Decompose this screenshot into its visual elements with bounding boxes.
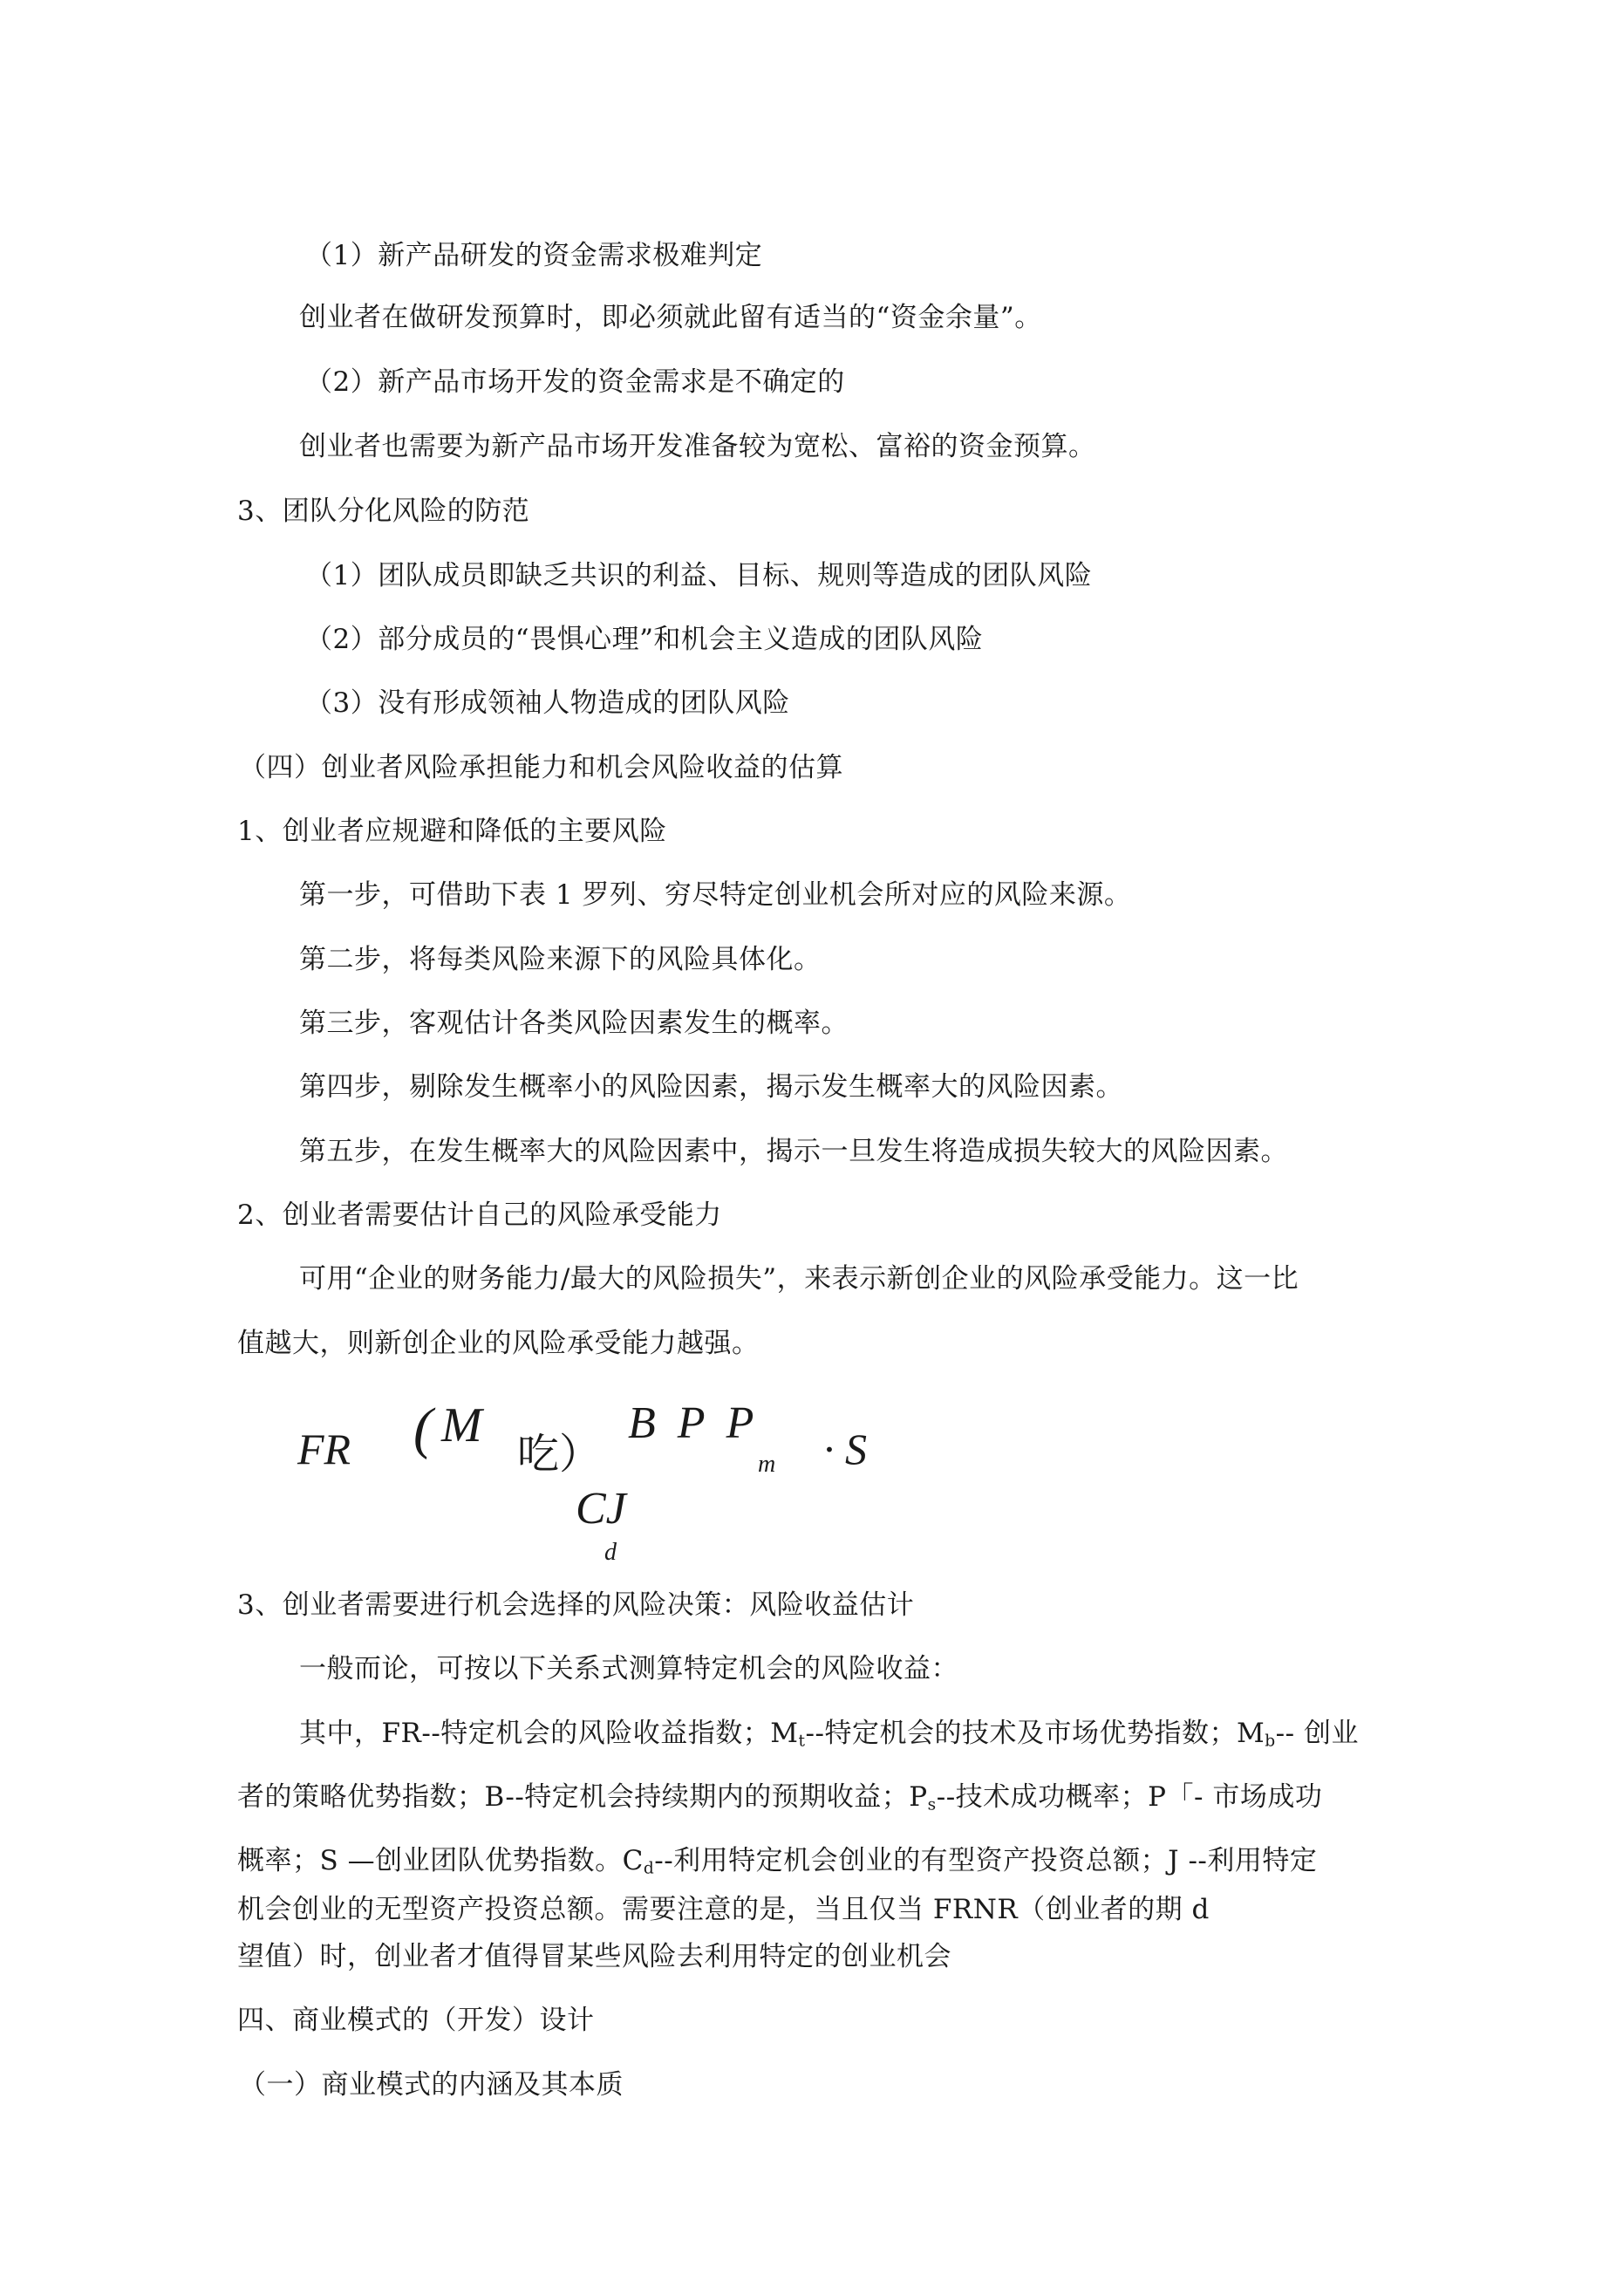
section-heading: 3、创业者需要进行机会选择的风险决策：风险收益估计	[237, 1589, 915, 1621]
text-line: 创业者也需要为新产品市场开发准备较为宽松、富裕的资金预算。	[299, 431, 1096, 462]
text-line: （2）新产品市场开发的资金需求是不确定的	[305, 366, 845, 398]
formula-dot-s: · S	[823, 1425, 867, 1473]
section-heading: 四、商业模式的（开发）设计	[237, 2005, 595, 2036]
formula-m-subscript: m	[758, 1451, 776, 1478]
formula-m: M	[441, 1398, 482, 1452]
text-line: （1）新产品研发的资金需求极难判定	[305, 240, 763, 271]
text-line: 一般而论，可按以下关系式测算特定机会的风险收益：	[299, 1653, 958, 1684]
text-run: --利用特定机会创业的有型资产投资总额；J --利用特定	[654, 1845, 1318, 1876]
text-run: 者的策略优势指数；B--特定机会持续期内的预期收益；P	[237, 1781, 928, 1813]
text-line: 第五步，在发生概率大的风险因素中，揭示一旦发生将造成损失较大的风险因素。	[299, 1136, 1288, 1167]
section-heading: 3、团队分化风险的防范	[237, 495, 530, 527]
section-heading: （一）商业模式的内涵及其本质	[239, 2069, 624, 2101]
text-line: 第三步，客观估计各类风险因素发生的概率。	[299, 1008, 849, 1039]
text-line: （3）没有形成领袖人物造成的团队风险	[305, 687, 790, 719]
definitions-line-2	[237, 1780, 1322, 1823]
text-run: 概率；S —创业团队优势指数。C	[237, 1845, 644, 1876]
text-line: 第二步，将每类风险来源下的风险具体化。	[299, 944, 822, 975]
formula-bpp: B P P	[628, 1398, 760, 1448]
subscript-d: d	[643, 1859, 655, 1878]
formula-chi: 吃）	[517, 1430, 602, 1479]
section-heading: （四）创业者风险承担能力和机会风险收益的估算	[239, 752, 843, 783]
text-run: -- 创业	[1275, 1718, 1359, 1749]
text-run: --技术成功概率；P「- 市场成功	[936, 1781, 1323, 1813]
formula-d-subscript: d	[604, 1539, 617, 1566]
text-run: --特定机会的技术及市场优势指数；M	[805, 1718, 1265, 1749]
text-line: 第四步，剔除发生概率小的风险因素，揭示发生概率大的风险因素。	[299, 1071, 1123, 1103]
definitions-line-3	[237, 1843, 1317, 1887]
text-line: 第一步，可借助下表 1 罗列、穷尽特定创业机会所对应的风险来源。	[299, 879, 1132, 911]
text-line: 值越大，则新创企业的风险承受能力越强。	[237, 1328, 760, 1359]
text-line: 机会创业的无型资产投资总额。需要注意的是，当且仅当 FRNR（创业者的期 d	[237, 1894, 1210, 1925]
text-line: 创业者在做研发预算时，即必须就此留有适当的“资金余量”。	[299, 302, 1042, 333]
subscript-s: s	[927, 1795, 937, 1814]
text-line: （2）部分成员的“畏惧心理”和机会主义造成的团队风险	[305, 624, 984, 655]
definitions-line-1	[299, 1716, 1359, 1760]
subscript-t: t	[798, 1732, 806, 1751]
text-line: （1）团队成员即缺乏共识的利益、目标、规则等造成的团队风险	[305, 560, 1093, 591]
subscript-b: b	[1265, 1732, 1276, 1751]
formula-cj: CJ	[576, 1484, 626, 1534]
section-heading: 1、创业者应规避和降低的主要风险	[237, 816, 667, 847]
text-line: 望值）时，创业者才值得冒某些风险去利用特定的创业机会	[237, 1941, 951, 1972]
formula-fr: FR	[297, 1425, 351, 1473]
section-heading: 2、创业者需要估计自己的风险承受能力	[237, 1199, 722, 1231]
text-line: 可用“企业的财务能力/最大的风险损失”，来表示新创企业的风险承受能力。这一比	[299, 1263, 1299, 1295]
formula-paren: (	[413, 1397, 433, 1460]
text-run: 其中，FR--特定机会的风险收益指数；M	[299, 1718, 799, 1749]
